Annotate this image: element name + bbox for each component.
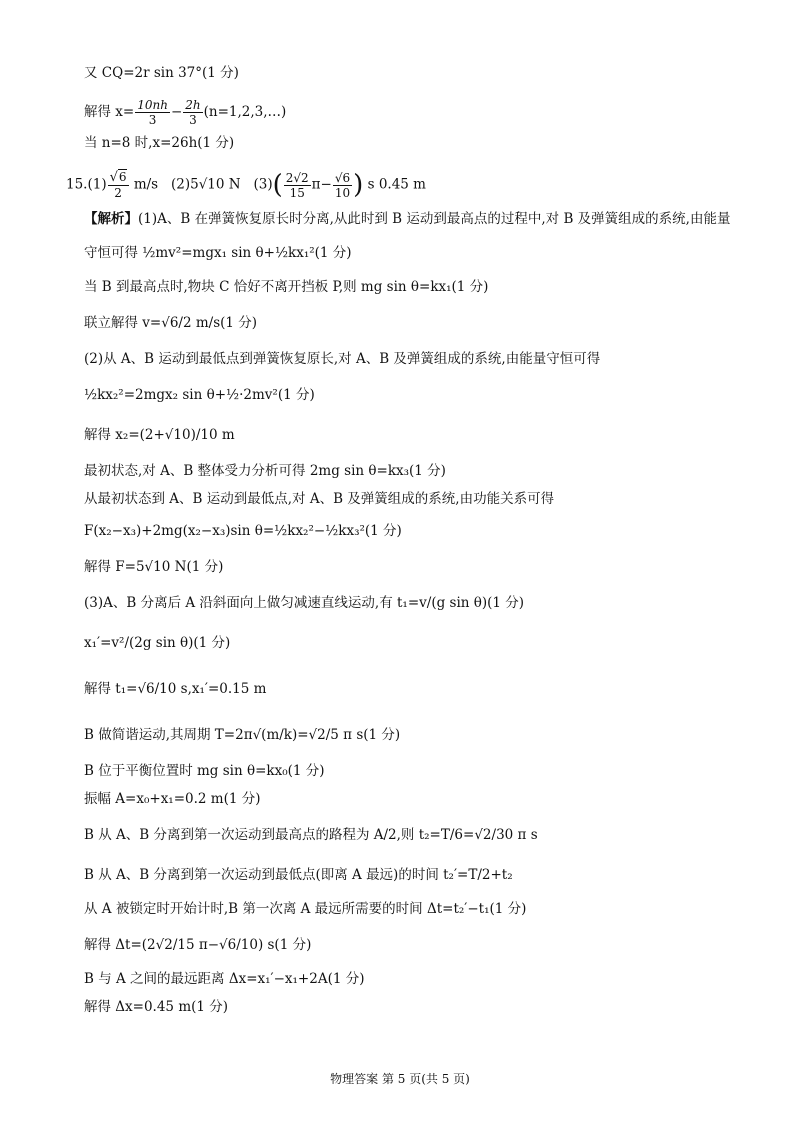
line-delta-t: 从 A 被锁定时开始计时,B 第一次离 A 最远所需要的时间 Δt=t₂′−t₁(1 分) [84, 901, 527, 917]
line-solve-x: 解得 x= $\frac{10nh}{3}$ − $\frac{2h}{3}$ (n=1,2,3,…) [84, 98, 287, 127]
q15-a1-unit: m/s [133, 176, 159, 193]
page-footer: 物理答案 第 5 页(共 5 页) [330, 1072, 470, 1086]
line-period: B 做简谐运动,其周期 T=2π√(m/k)=√2/5 π s(1 分) [84, 727, 401, 743]
line-amplitude: 振幅 A=x₀+x₁=0.2 m(1 分) [84, 791, 261, 807]
jiexi-text: (1)A、B 在弹簧恢复原长时分离,从此时到 B 运动到最高点的过程中,对 B 及弹簧组成的系统,由能量 [138, 211, 731, 227]
line-solve-delta-x: 解得 Δx=0.45 m(1 分) [84, 999, 229, 1015]
line-work-energy-intro: 从最初状态到 A、B 运动到最低点,对 A、B 及弹簧组成的系统,由功能关系可得 [84, 491, 555, 507]
line-part2-intro: (2)从 A、B 运动到最低点到弹簧恢复原长,对 A、B 及弹簧组成的系统,由能量守恒可得 [84, 351, 601, 367]
line-equilibrium: B 位于平衡位置时 mg sin θ=kx₀(1 分) [84, 763, 325, 779]
line-highest-point: 当 B 到最高点时,物块 C 恰好不离开挡板 P,则 mg sin θ=kx₁(1 分) [84, 279, 489, 295]
q15-a3-frac1: $\frac{2√2}{15}$ [285, 170, 309, 200]
line-max-distance: B 与 A 之间的最远距离 Δx=x₁′−x₁+2A(1 分) [84, 971, 365, 987]
q15-a3-post: s 0.45 m [367, 176, 426, 193]
line-x1prime: x₁′=v²/(2g sin θ)(1 分) [84, 635, 231, 651]
q15-label: 15.(1) [66, 176, 107, 193]
line-solve-delta-t: 解得 Δt=(2√2/15 π−√6/10) s(1 分) [84, 937, 312, 953]
line-solve-x-pre: 解得 x= [84, 104, 135, 120]
line-initial-state: 最初状态,对 A、B 整体受力分析可得 2mg sin θ=kx₃(1 分) [84, 463, 446, 479]
frac-10nh-3: $\frac{10nh}{3}$ [137, 98, 168, 127]
frac-2h-3: $\frac{2h}{3}$ [185, 98, 201, 127]
line-t2prime: B 从 A、B 分离到第一次运动到最低点(即离 A 最远)的时间 t₂′=T/2+t₂ [84, 867, 513, 883]
q15-a2: (2)5√10 N [170, 176, 241, 193]
line-solve-x2: 解得 x₂=(2+√10)/10 m [84, 427, 235, 443]
q15-a3-pre: (3) [253, 176, 273, 193]
q15-a3-frac2: $\frac{√6}{10}$ [334, 170, 351, 200]
line-energy-eq2: ½kx₂²=2mgx₂ sin θ+½·2mv²(1 分) [84, 387, 315, 403]
q15-answers: 15.(1) $\frac{√6}{2}$ m/s (2)5√10 N (3)( $\frac{2√2}{15}$ π− $\frac{√6}{10}$ ) s 0.45 m [66, 170, 426, 200]
line-t2: B 从 A、B 分离到第一次运动到最高点的路程为 A/2,则 t₂=T/6=√2/30 π s [84, 827, 538, 843]
line-solve-v: 联立解得 v=√6/2 m/s(1 分) [84, 315, 258, 331]
line-solve-f: 解得 F=5√10 N(1 分) [84, 559, 224, 575]
line-solve-x-post: (n=1,2,3,…) [203, 104, 287, 120]
q15-a1-frac: $\frac{√6}{2}$ [109, 170, 127, 200]
jiexi-line [84, 210, 730, 228]
line-energy-conservation: 守恒可得 ½mv²=mgx₁ sin θ+½kx₁²(1 分) [84, 245, 352, 261]
line-part3-t1: (3)A、B 分离后 A 沿斜面向上做匀减速直线运动,有 t₁=v/(g sin θ)(1 分) [84, 595, 525, 611]
line-cq: 又 CQ=2r sin 37°(1 分) [84, 65, 239, 81]
jiexi-tag: 【解析】 [84, 211, 138, 227]
line-n8: 当 n=8 时,x=26h(1 分) [84, 135, 235, 151]
line-solve-t1: 解得 t₁=√6/10 s,x₁′=0.15 m [84, 681, 267, 697]
line-work-energy-eq: F(x₂−x₃)+2mg(x₂−x₃)sin θ=½kx₂²−½kx₃²(1 分) [84, 523, 402, 539]
